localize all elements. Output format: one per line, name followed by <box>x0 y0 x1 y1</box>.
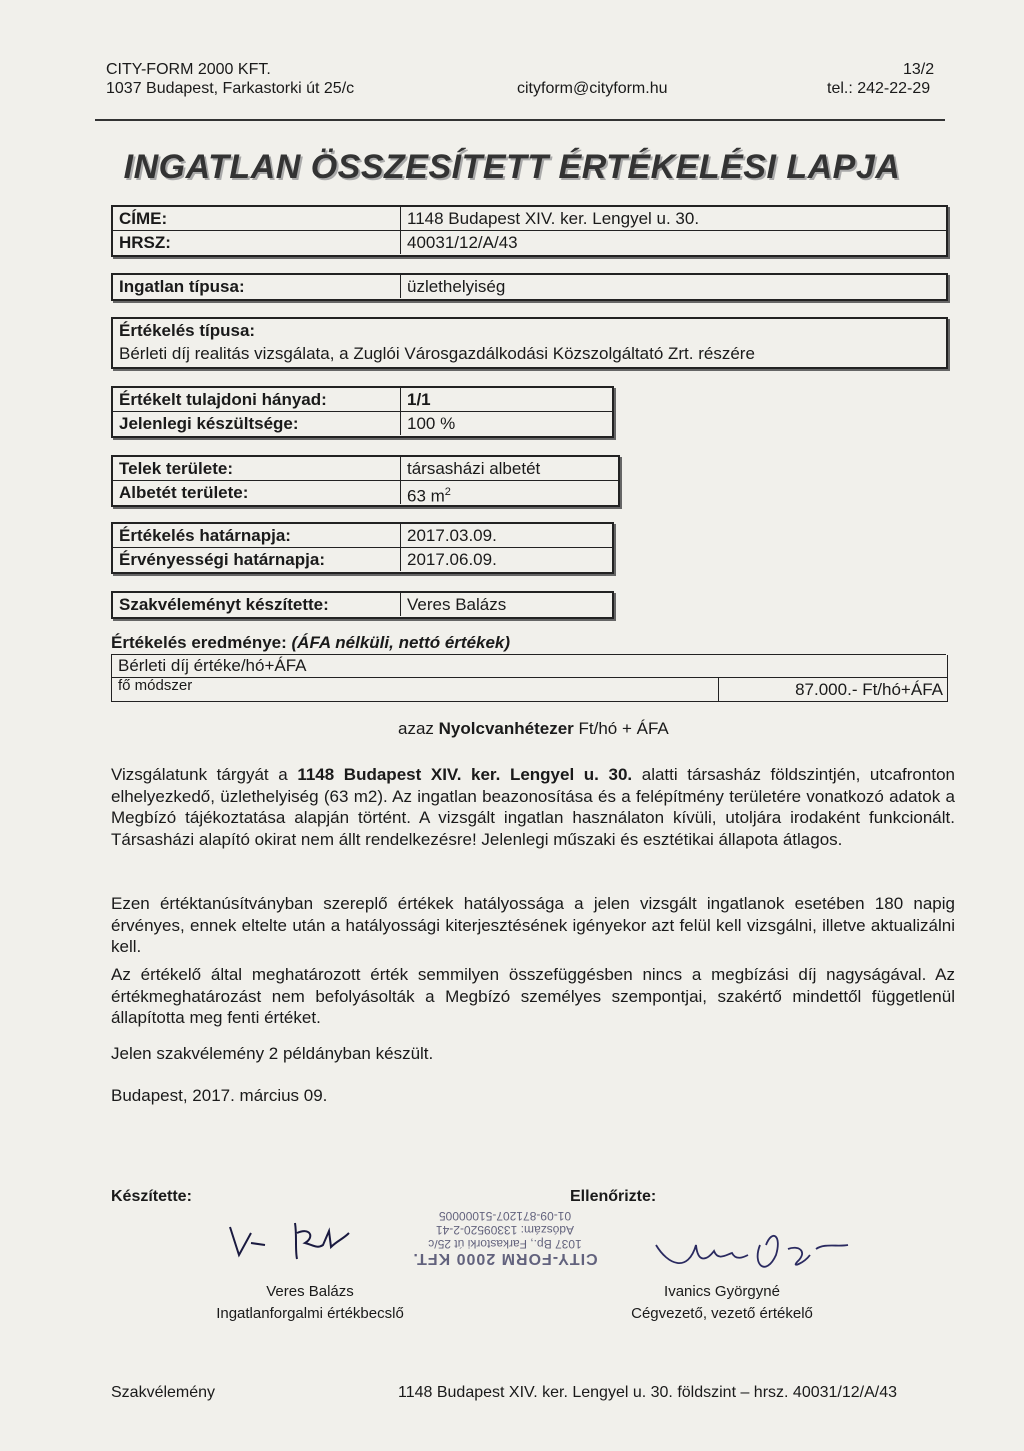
page-title: INGATLAN ÖSSZESÍTETT ÉRTÉKELÉSI LAPJA <box>123 148 901 186</box>
left-signatory-name: Veres Balázs <box>266 1283 354 1300</box>
p1-address: 1148 Budapest XIV. ker. Lengyel u. 30. <box>297 765 633 784</box>
result-col-divider <box>718 677 719 701</box>
right-signatory <box>572 1281 872 1325</box>
property-type-box <box>111 273 948 301</box>
company-address: 1037 Budapest, Farkastorki út 25/c <box>106 80 355 97</box>
footer-left: Szakvélemény <box>111 1384 216 1401</box>
author-value: Veres Balázs <box>407 595 507 614</box>
independence-paragraph: Az értékelő által meghatározott érték semmilyen összefüggésben nincs a megbízási díj nagyságával. Az értékmeghatározást nem befolyásolták a Megbízó személyes szempontjai, szakértő mindettől függetlenül állapította meg fenti értéket. <box>111 965 955 1027</box>
page-number: 13/2 <box>903 61 935 78</box>
copies-paragraph: Jelen szakvélemény 2 példányban készült. <box>111 1044 434 1063</box>
right-signatory-name: Ivanics Györgyné <box>664 1283 780 1300</box>
left-signatory-role: Ingatlanforgalmi értékbecslő <box>216 1305 404 1322</box>
address-label: CÍME: <box>113 207 401 230</box>
dates-box <box>111 522 614 574</box>
hrsz-label: HRSZ: <box>113 231 401 254</box>
header-divider <box>95 119 945 121</box>
hrsz-value: 40031/12/A/43 <box>407 233 518 252</box>
place-date: Budapest, 2017. március 09. <box>111 1086 328 1105</box>
evaluation-type-value: Bérleti díj realitás vizsgálata, a Zuglói Városgazdálkodási Közszolgáltató Zrt. részére <box>119 344 755 363</box>
validity-date-value: 2017.06.09. <box>407 550 497 569</box>
right-signatory-role: Cégvezető, vezető értékelő <box>631 1305 813 1322</box>
validity-date-label: Érvényességi határnapja: <box>113 548 401 571</box>
author-box <box>111 591 614 619</box>
stamp-line-4: 01-09-871207-51000005 <box>438 1209 572 1223</box>
right-signature-icon <box>648 1225 878 1285</box>
plot-area-value: társasházi albetét <box>407 459 541 478</box>
left-signature-icon <box>225 1215 365 1265</box>
ownership-share-value: 1/1 <box>407 390 431 409</box>
left-signatory <box>150 1281 470 1325</box>
stamp-line-1: CITY-FORM 2000 KFT. <box>412 1250 598 1267</box>
property-type-label: Ingatlan típusa: <box>113 275 401 298</box>
in-words-suffix: Ft/hó + ÁFA <box>578 719 669 738</box>
address-box <box>111 205 948 257</box>
result-heading-text: Értékelés eredménye: <box>111 633 287 652</box>
company-stamp <box>395 1155 615 1265</box>
ownership-box <box>111 386 614 438</box>
address-value: 1148 Budapest XIV. ker. Lengyel u. 30. <box>407 209 700 228</box>
result-row-divider <box>112 677 947 678</box>
plot-area-label: Telek területe: <box>113 457 401 480</box>
validity-paragraph: Ezen értéktanúsítványban szereplő értékek hatályossága a jelen vizsgált ingatlanok esetében 180 napig érvényes, ennek eltelte után a hatályossági kiterjesztésének igényekor azt felül kell vizsgálni, illetve aktualizálni kell. <box>111 894 955 956</box>
result-value: 87.000.- Ft/hó+ÁFA <box>795 680 943 699</box>
footer-right: 1148 Budapest XIV. ker. Lengyel u. 30. földszint – hrsz. 40031/12/A/43 <box>398 1384 898 1401</box>
evaluation-date-value: 2017.03.09. <box>407 526 497 545</box>
result-heading <box>111 632 510 654</box>
stamp-line-3: Adószám: 13309520-2-41 <box>435 1223 575 1237</box>
unit-area-value <box>401 481 618 504</box>
description-paragraph <box>111 764 955 850</box>
completion-label: Jelenlegi készültsége: <box>113 412 401 435</box>
unit-area-number: 63 m <box>407 486 445 506</box>
in-words-prefix: azaz <box>398 719 434 738</box>
result-table <box>111 655 948 702</box>
prepared-by-label: Készítette: <box>111 1188 192 1205</box>
p1-rest: alatti társasház földszintjén, utcafronton elhelyezkedő, üzlethelyiség (63 m2). Az ingatlan beazonosítása és a felépítmény területére vonatkozó adatok a Megbízó tájékoztatása alapján történt. A vizsgált ingatlan használaton kívüli, utoljára irodaként funkcionált. Társasházi alapító okirat nem állt rendelkezésre! Jelenlegi műszaki és esztétikai állapota átlagos. <box>111 765 955 849</box>
evaluation-type-box <box>111 317 948 369</box>
company-phone: tel.: 242-22-29 <box>827 80 931 97</box>
company-name: CITY-FORM 2000 KFT. <box>106 61 271 78</box>
property-type-value: üzlethelyiség <box>407 277 506 296</box>
in-words-amount: Nyolcvanhétezer <box>438 719 574 738</box>
completion-value: 100 % <box>407 414 456 433</box>
method-label: fő módszer <box>118 677 193 694</box>
result-heading-note: (ÁFA nélküli, nettó értékek) <box>291 633 511 652</box>
evaluation-type-label: Értékelés típusa: <box>119 321 256 340</box>
area-box <box>111 455 620 507</box>
unit-area-sup: 2 <box>444 486 451 498</box>
company-email: cityform@cityform.hu <box>517 80 668 97</box>
checked-by-label: Ellenőrizte: <box>570 1188 657 1205</box>
stamp-line-2: 1037 Bp., Farkastorki út 25/c <box>428 1237 582 1251</box>
author-label: Szakvéleményt készítette: <box>113 593 401 616</box>
evaluation-date-label: Értékelés határnapja: <box>113 524 401 547</box>
result-row-label: Bérleti díj értéke/hó+ÁFA <box>118 656 307 675</box>
p1-start: Vizsgálatunk tárgyát a <box>111 765 288 784</box>
result-in-words <box>398 718 669 740</box>
ownership-share-label: Értékelt tulajdoni hányad: <box>113 388 401 411</box>
unit-area-label: Albetét területe: <box>113 481 401 504</box>
